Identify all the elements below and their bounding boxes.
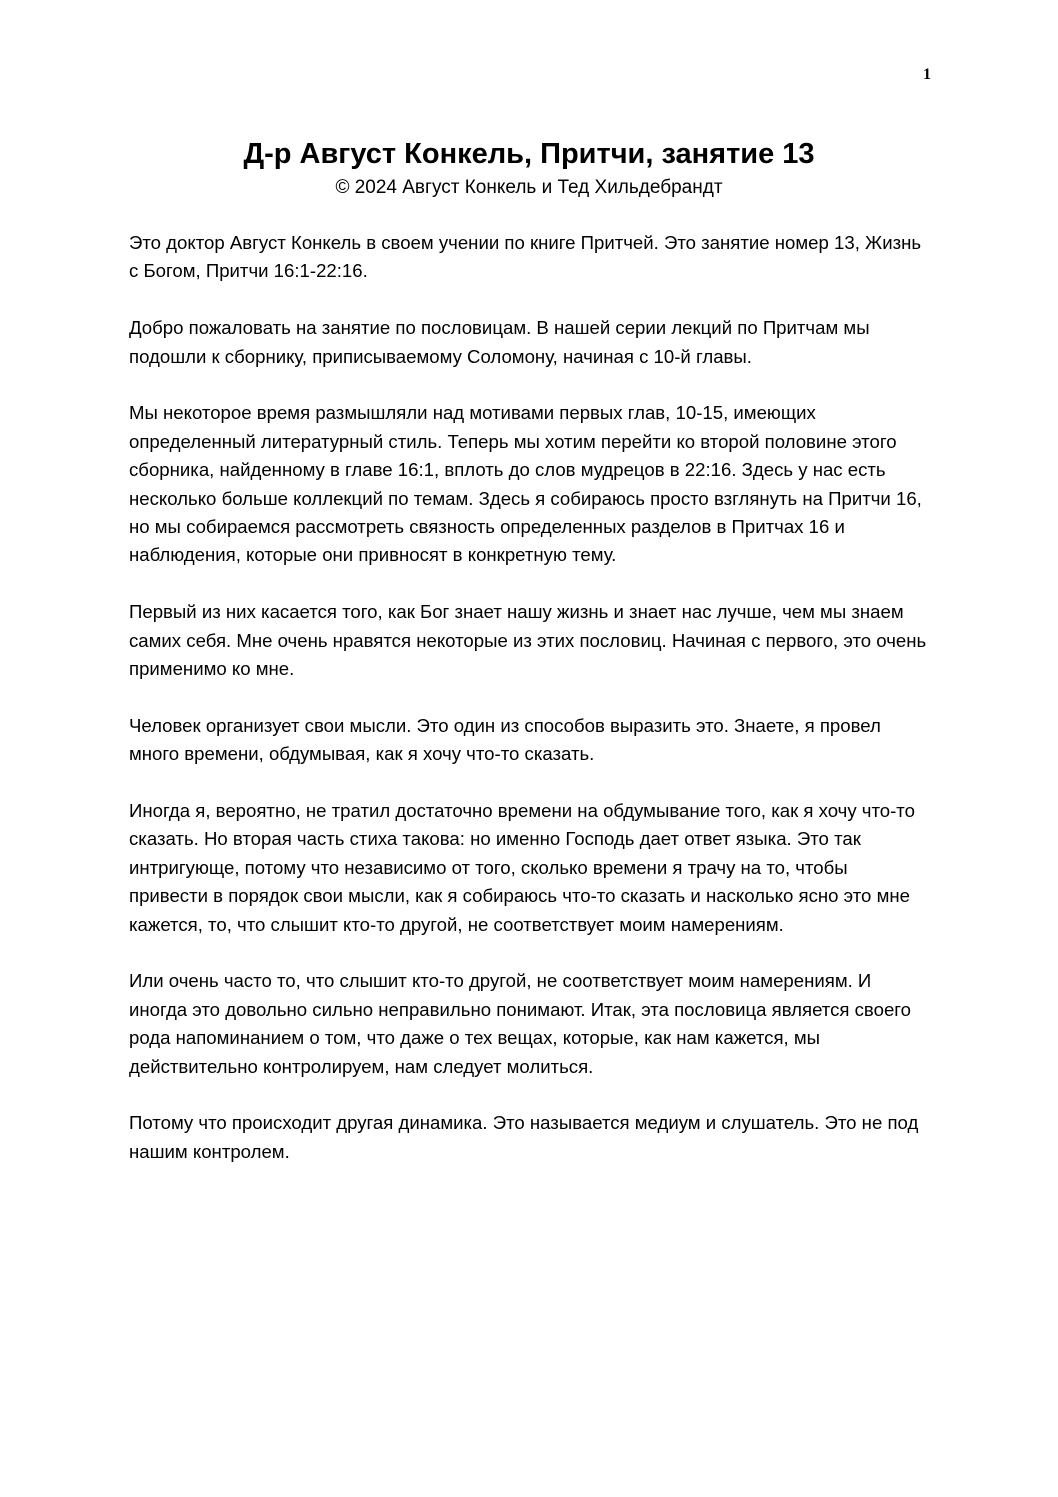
paragraph: Добро пожаловать на занятие по пословицам. В нашей серии лекций по Притчам мы подошли к сборнику, приписываемому Соломону, начиная с 10-й главы. [129,317,870,367]
paragraph: Первый из них касается того, как Бог знает нашу жизнь и знает нас лучше, чем мы знаем самих себя. Мне очень нравятся некоторые из этих пословиц. Начиная с первого, это очень применимо ко мне. [129,601,927,680]
paragraph: Или очень часто то, что слышит кто-то другой, не соответствует моим намерениям. И иногда это довольно сильно неправильно понимают. Итак, эта пословица является своего рода напоминанием о том, что даже о тех вещах, которые, как нам кажется, мы действительно контролируем, нам следует молиться. [129,970,911,1077]
paragraph: Потому что происходит другая динамика. Это называется медиум и слушатель. Это не под нашим контролем. [129,1112,919,1162]
body-text [129,229,929,1195]
document-title: Д-р Август Конкель, Притчи, занятие 13 [243,138,815,170]
paragraph: Это доктор Август Конкель в своем учении по книге Притчей. Это занятие номер 13, Жизнь с Богом, Притчи 16:1-22:16. [129,232,922,282]
paragraph: Мы некоторое время размышляли над мотивами первых глав, 10-15, имеющих определенный литературный стиль. Теперь мы хотим перейти ко второй половине этого сборника, найденному в главе 16:1, вплоть до слов мудрецов в 22:16. Здесь у нас есть несколько больше коллекций по темам. Здесь я собираюсь просто взглянуть на Притчи 16, но мы собираемся рассмотреть связность определенных разделов в Притчах 16 и наблюдения, которые они привносят в конкретную тему. [129,402,922,566]
paragraph: Человек организует свои мысли. Это один из способов выразить это. Знаете, я провел много времени, обдумывая, как я хочу что-то сказать. [129,714,881,765]
paragraph: Иногда я, вероятно, не тратил достаточно времени на обдумывание того, как я хочу что-то сказать. Но вторая часть стиха такова: но именно Господь дает ответ языка. Это так интригующе, потому что независимо от того, сколько времени я трачу на то, чтобы привести в порядок свои мысли, как я собираюсь что-то сказать и насколько ясно это мне кажется, то, что слышит кто-то другой, не соответствует моим намерениям. [129,800,915,935]
copyright-line: © 2024 Август Конкель и Тед Хильдебрандт [335,177,723,198]
page-number: 1 [923,66,931,83]
